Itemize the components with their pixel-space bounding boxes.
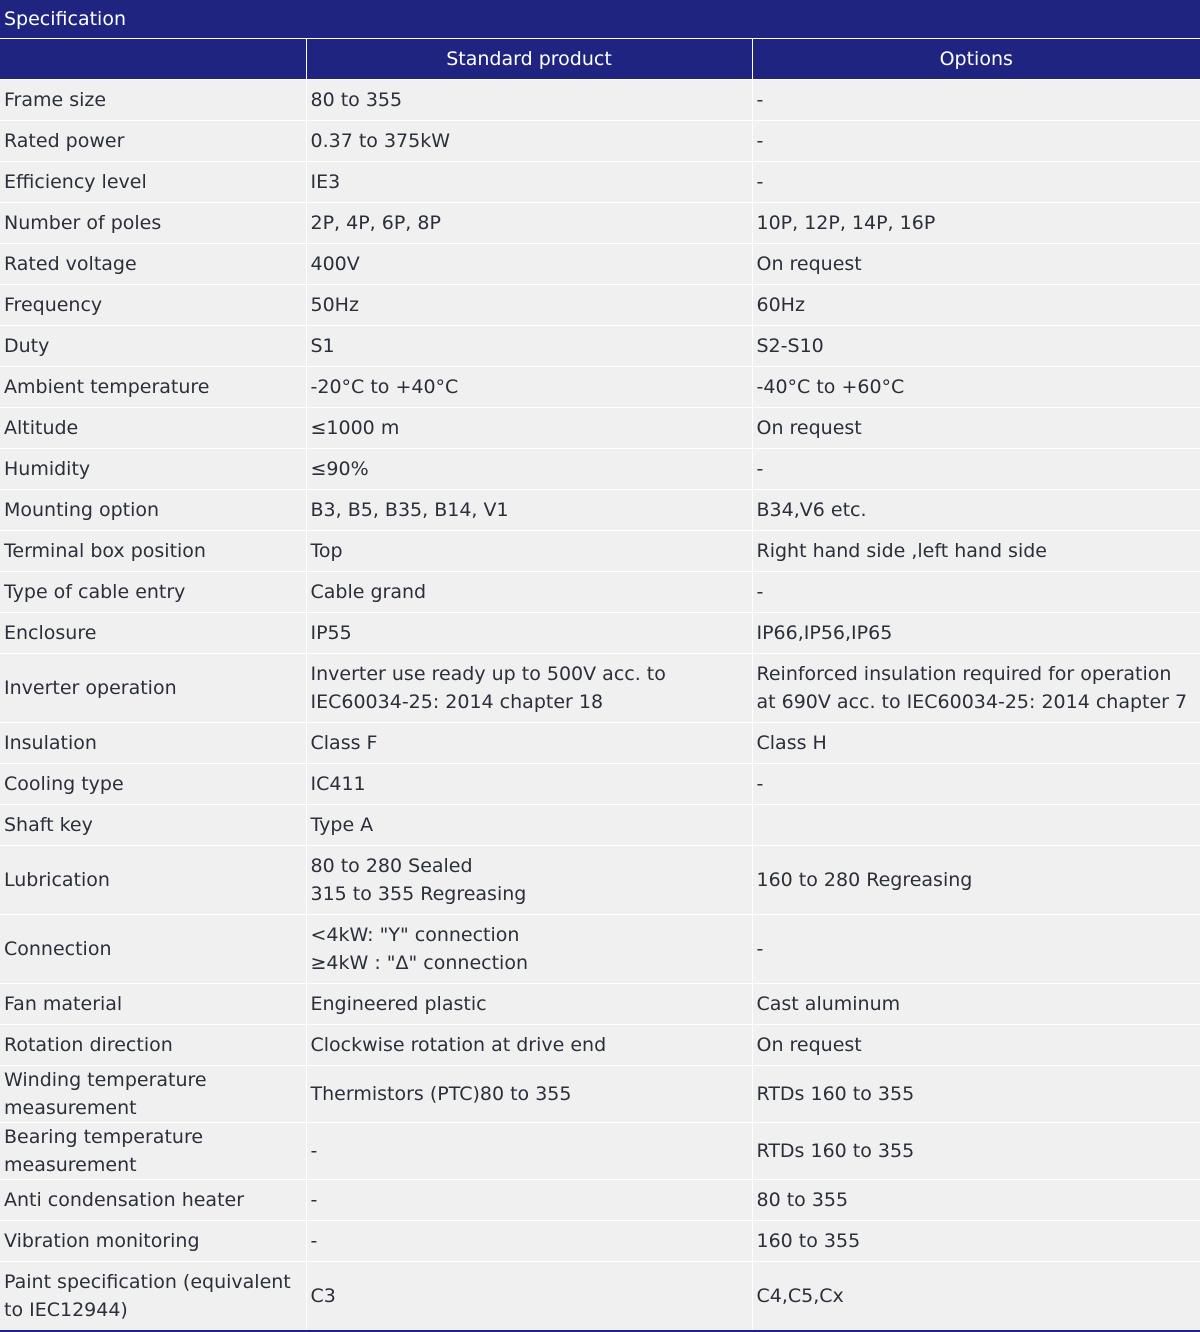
row-label: Altitude bbox=[0, 408, 306, 449]
row-label: Anti condensation heater bbox=[0, 1180, 306, 1221]
row-label: Mounting option bbox=[0, 490, 306, 531]
option-value: Reinforced insulation required for operation at 690V acc. to IEC60034-25: 2014 chapter 7 bbox=[752, 654, 1200, 723]
option-value: Right hand side ,left hand side bbox=[752, 531, 1200, 572]
option-value: 160 to 280 Regreasing bbox=[752, 846, 1200, 915]
table-row bbox=[0, 1066, 1200, 1123]
row-label: Fan material bbox=[0, 984, 306, 1025]
standard-value: Type A bbox=[306, 805, 752, 846]
standard-value: 50Hz bbox=[306, 285, 752, 326]
table-row bbox=[0, 162, 1200, 203]
table-row bbox=[0, 723, 1200, 764]
table-row bbox=[0, 613, 1200, 654]
option-value: - bbox=[752, 80, 1200, 121]
standard-value: - bbox=[306, 1221, 752, 1262]
standard-value: IC411 bbox=[306, 764, 752, 805]
standard-value: ≤1000 m bbox=[306, 408, 752, 449]
standard-value: 80 to 280 Sealed 315 to 355 Regreasing bbox=[306, 846, 752, 915]
row-label: Ambient temperature bbox=[0, 367, 306, 408]
table-title: Specification bbox=[0, 0, 1200, 39]
header-parameter bbox=[0, 39, 306, 80]
row-label: Inverter operation bbox=[0, 654, 306, 723]
row-label: Enclosure bbox=[0, 613, 306, 654]
row-label: Shaft key bbox=[0, 805, 306, 846]
standard-value: ≤90% bbox=[306, 449, 752, 490]
row-label: Lubrication bbox=[0, 846, 306, 915]
standard-value: Clockwise rotation at drive end bbox=[306, 1025, 752, 1066]
option-value: -40°C to +60°C bbox=[752, 367, 1200, 408]
option-value: - bbox=[752, 915, 1200, 984]
row-label: Insulation bbox=[0, 723, 306, 764]
standard-value: 0.37 to 375kW bbox=[306, 121, 752, 162]
standard-value: B3, B5, B35, B14, V1 bbox=[306, 490, 752, 531]
option-value: RTDs 160 to 355 bbox=[752, 1066, 1200, 1123]
row-label: Connection bbox=[0, 915, 306, 984]
option-value: 10P, 12P, 14P, 16P bbox=[752, 203, 1200, 244]
header-standard-product: Standard product bbox=[306, 39, 752, 80]
standard-value: Top bbox=[306, 531, 752, 572]
standard-value: C3 bbox=[306, 1262, 752, 1332]
option-value: On request bbox=[752, 1025, 1200, 1066]
option-value: 80 to 355 bbox=[752, 1180, 1200, 1221]
option-value: B34,V6 etc. bbox=[752, 490, 1200, 531]
standard-value: Thermistors (PTC)80 to 355 bbox=[306, 1066, 752, 1123]
standard-value: Engineered plastic bbox=[306, 984, 752, 1025]
row-label: Number of poles bbox=[0, 203, 306, 244]
option-value: C4,C5,Cx bbox=[752, 1262, 1200, 1332]
table-row bbox=[0, 654, 1200, 723]
option-value: - bbox=[752, 572, 1200, 613]
table-row bbox=[0, 326, 1200, 367]
table-row bbox=[0, 531, 1200, 572]
table-title-row bbox=[0, 0, 1200, 39]
row-label: Duty bbox=[0, 326, 306, 367]
standard-value: 400V bbox=[306, 244, 752, 285]
table-row bbox=[0, 449, 1200, 490]
row-label: Rated voltage bbox=[0, 244, 306, 285]
table-row bbox=[0, 1025, 1200, 1066]
row-label: Frequency bbox=[0, 285, 306, 326]
table-row bbox=[0, 80, 1200, 121]
option-value: 160 to 355 bbox=[752, 1221, 1200, 1262]
standard-value: Cable grand bbox=[306, 572, 752, 613]
row-label: Bearing temperature measurement bbox=[0, 1123, 306, 1180]
standard-value: -20°C to +40°C bbox=[306, 367, 752, 408]
table-row bbox=[0, 846, 1200, 915]
table-row bbox=[0, 121, 1200, 162]
table-row bbox=[0, 285, 1200, 326]
row-label: Efficiency level bbox=[0, 162, 306, 203]
option-value: - bbox=[752, 764, 1200, 805]
table-row bbox=[0, 764, 1200, 805]
option-value: IP66,IP56,IP65 bbox=[752, 613, 1200, 654]
option-value: - bbox=[752, 121, 1200, 162]
option-value: RTDs 160 to 355 bbox=[752, 1123, 1200, 1180]
option-value: On request bbox=[752, 408, 1200, 449]
row-label: Paint specification (equivalent to IEC12944) bbox=[0, 1262, 306, 1332]
table-row bbox=[0, 490, 1200, 531]
option-value: Cast aluminum bbox=[752, 984, 1200, 1025]
standard-value: 2P, 4P, 6P, 8P bbox=[306, 203, 752, 244]
table-row bbox=[0, 1221, 1200, 1262]
row-label: Type of cable entry bbox=[0, 572, 306, 613]
row-label: Winding temperature measurement bbox=[0, 1066, 306, 1123]
table-row bbox=[0, 805, 1200, 846]
row-label: Vibration monitoring bbox=[0, 1221, 306, 1262]
table-header-row bbox=[0, 39, 1200, 80]
standard-value: <4kW: "Y" connection ≥4kW : "Δ" connection bbox=[306, 915, 752, 984]
standard-value: Inverter use ready up to 500V acc. to IEC60034-25: 2014 chapter 18 bbox=[306, 654, 752, 723]
table-row bbox=[0, 203, 1200, 244]
row-label: Cooling type bbox=[0, 764, 306, 805]
option-value: Class H bbox=[752, 723, 1200, 764]
row-label: Humidity bbox=[0, 449, 306, 490]
standard-value: IE3 bbox=[306, 162, 752, 203]
option-value: 60Hz bbox=[752, 285, 1200, 326]
table-row bbox=[0, 1180, 1200, 1221]
table-row bbox=[0, 1262, 1200, 1332]
table-row bbox=[0, 1123, 1200, 1180]
header-options: Options bbox=[752, 39, 1200, 80]
standard-value: 80 to 355 bbox=[306, 80, 752, 121]
table-row bbox=[0, 408, 1200, 449]
standard-value: S1 bbox=[306, 326, 752, 367]
standard-value: - bbox=[306, 1180, 752, 1221]
option-value: On request bbox=[752, 244, 1200, 285]
table-row bbox=[0, 572, 1200, 613]
row-label: Rated power bbox=[0, 121, 306, 162]
standard-value: - bbox=[306, 1123, 752, 1180]
option-value: S2-S10 bbox=[752, 326, 1200, 367]
standard-value: Class F bbox=[306, 723, 752, 764]
table-row bbox=[0, 367, 1200, 408]
row-label: Rotation direction bbox=[0, 1025, 306, 1066]
table-row bbox=[0, 244, 1200, 285]
option-value: - bbox=[752, 162, 1200, 203]
option-value: - bbox=[752, 449, 1200, 490]
option-value bbox=[752, 805, 1200, 846]
row-label: Terminal box position bbox=[0, 531, 306, 572]
row-label: Frame size bbox=[0, 80, 306, 121]
table-row bbox=[0, 984, 1200, 1025]
standard-value: IP55 bbox=[306, 613, 752, 654]
table-row bbox=[0, 915, 1200, 984]
